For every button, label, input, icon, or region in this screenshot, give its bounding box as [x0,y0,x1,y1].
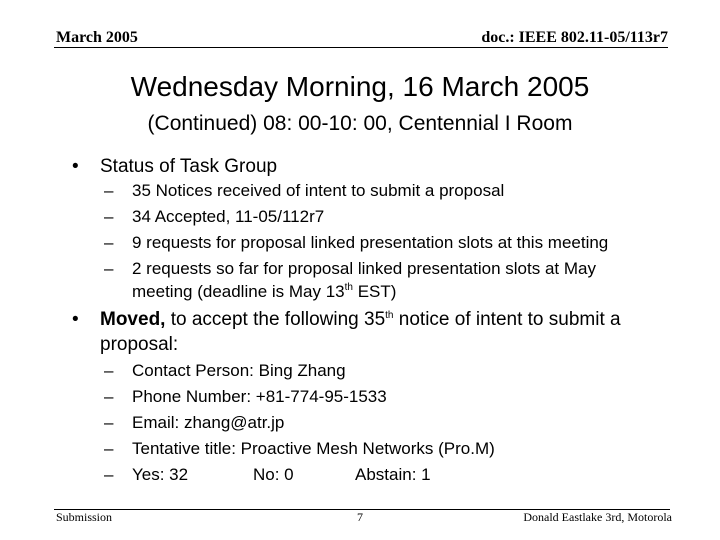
bullet-status: Status of Task Group [100,156,278,177]
status-item: 34 Accepted, 11-05/112r7 [132,207,325,226]
proposal-item: Contact Person: Bing Zhang [132,361,346,380]
proposal-item: Tentative title: Proactive Mesh Networks (Pro.M) [132,439,495,458]
slide-title: Wednesday Morning, 16 March 2005 [130,71,590,102]
dash-marker: – [104,413,114,432]
status-item-text: meeting (deadline is May 13 [132,282,345,301]
dash-marker: – [104,465,114,484]
proposal-item: Email: zhang@atr.jp [132,413,285,432]
motion-label: Moved, [100,309,166,330]
header-doc-id: doc.: IEEE 802.11-05/113r7 [481,29,668,46]
dash-marker: – [104,207,114,226]
footer-submission: Submission [56,510,113,524]
footer-page-number: 7 [357,510,363,524]
motion-text: notice of intent to submit a [393,309,621,330]
dash-marker: – [104,439,114,458]
dash-marker: – [104,361,114,380]
bullet-motion-continuation: proposal: [100,334,179,355]
header-divider [54,47,668,48]
motion-text: to accept the following 35 [165,309,386,330]
status-item-text: EST) [352,282,397,301]
bullet-motion [100,309,621,331]
status-item: 2 requests so far for proposal linked presentation slots at May [132,259,596,278]
vote-abstain: Abstain: 1 [355,465,431,484]
superscript: th [385,310,394,321]
proposal-item: Phone Number: +81-774-95-1533 [132,387,387,406]
bullet-marker: • [72,309,79,330]
dash-marker: – [104,181,114,200]
bullet-marker: • [72,156,79,177]
status-item: 35 Notices received of intent to submit a proposal [132,181,505,200]
vote-yes: Yes: 32 [132,465,189,484]
vote-no: No: 0 [253,465,294,484]
dash-marker: – [104,233,114,252]
header-date: March 2005 [56,29,138,46]
superscript: th [344,282,353,293]
dash-marker: – [104,259,114,278]
status-item: 9 requests for proposal linked presentation slots at this meeting [132,233,609,252]
dash-marker: – [104,387,114,406]
footer-author: Donald Eastlake 3rd, Motorola [523,510,672,524]
status-item-continuation [132,282,396,302]
slide-subtitle: (Continued) 08: 00-10: 00, Centennial I Room [147,112,573,135]
